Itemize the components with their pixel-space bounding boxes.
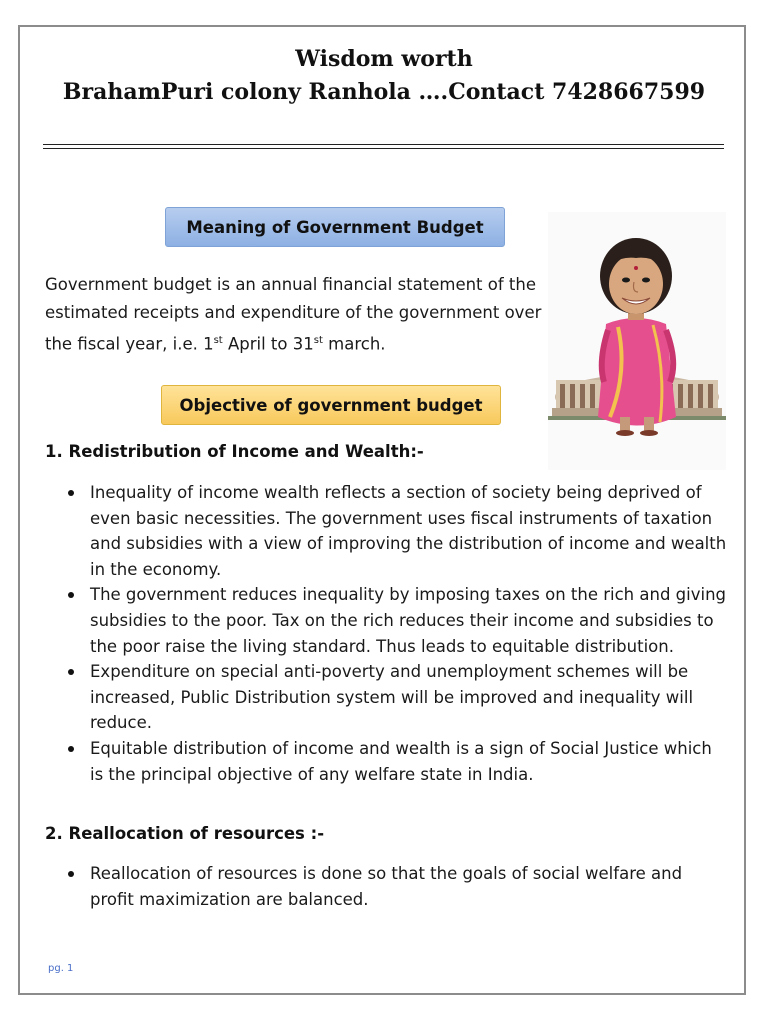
section-heading: 2. Reallocation of resources :- — [45, 824, 325, 843]
caricature-illustration — [548, 212, 726, 470]
header-title: Wisdom worth — [295, 46, 473, 72]
list-item: Reallocation of resources is done so that the goals of social welfare and profit maximization are balanced. — [45, 861, 730, 912]
intro-paragraph: Government budget is an annual financial statement of the estimated receipts and expenditure of the government over the fiscal year, i.e. 1st April to 31st march. — [45, 275, 542, 354]
meaning-heading-box: Meaning of Government Budget — [165, 207, 505, 247]
header-rule — [43, 144, 724, 145]
list-item: Expenditure on special anti-poverty and unemployment schemes will be increased, Public Distribution system will be improved and inequality will reduce. — [45, 659, 730, 736]
header-contact: BrahamPuri colony Ranhola ….Contact 7428667599 — [62, 79, 706, 105]
header-rule — [43, 148, 724, 149]
list-item: The government reduces inequality by imposing taxes on the rich and giving subsidies to the poor. Tax on the rich reduces their income and subsidies to the poor raise the living standard. Thus leads to equitable distribution. — [45, 582, 730, 659]
page-number: pg. 1 — [48, 963, 74, 974]
list-item: Equitable distribution of income and wealth is a sign of Social Justice which is the principal objective of any welfare state in India. — [45, 736, 730, 787]
bullet-list — [45, 861, 730, 912]
figure — [598, 238, 676, 436]
objective-heading-box: Objective of government budget — [161, 385, 501, 425]
bullet-list — [45, 480, 730, 787]
list-item: Inequality of income wealth reflects a section of society being deprived of even basic necessities. The government uses fiscal instruments of taxation and subsidies with a view of improving the distribution of income and wealth in the economy. — [45, 480, 730, 582]
section-heading: 1. Redistribution of Income and Wealth:- — [45, 442, 424, 461]
